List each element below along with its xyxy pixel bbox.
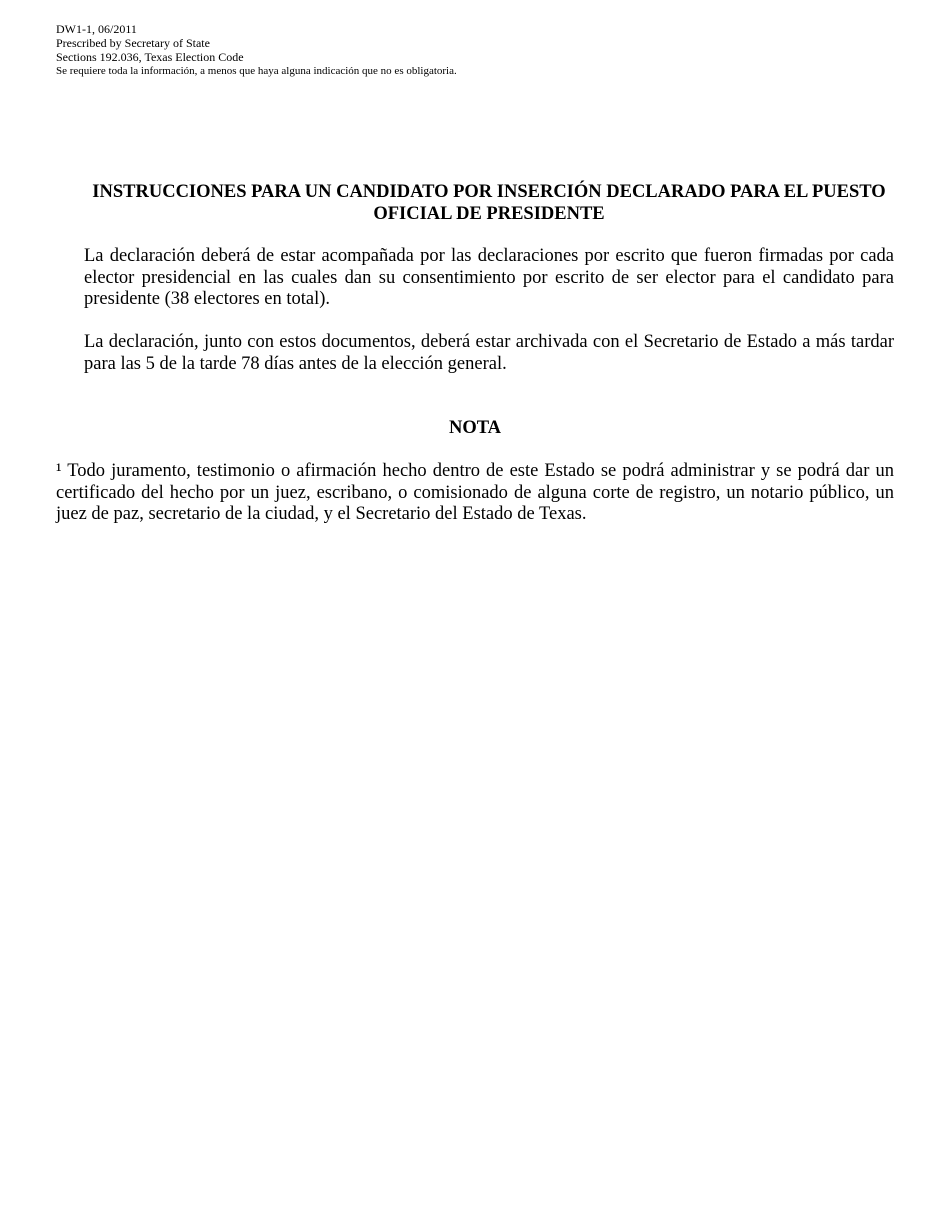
required-notice: Se requiere toda la información, a menos que haya alguna indicación que no es obligatoria. <box>56 65 457 77</box>
prescribed-by: Prescribed by Secretary of State <box>56 36 210 50</box>
instruction-paragraph-2: La declaración, junto con estos documentos, deberá estar archivada con el Secretario de Estado a más tardar para las 5 de la tarde 78 días antes de la elección general. <box>84 332 894 374</box>
form-id: DW1-1, 06/2011 <box>56 22 137 36</box>
form-header <box>56 22 896 78</box>
note-heading: NOTA <box>448 418 502 438</box>
document-title: INSTRUCCIONES PARA UN CANDIDATO POR INSERCIÓN DECLARADO PARA EL PUESTO OFICIAL DE PRESIDENTE <box>92 182 886 224</box>
footnote-text: ¹ Todo juramento, testimonio o afirmación hecho dentro de este Estado se podrá administrar y se podrá dar un certificado del hecho por un juez, escribano, o comisionado de alguna corte de registro, un notario público, un juez de paz, secretario de la ciudad, y el Secretario del Estado de Texas. <box>56 461 894 524</box>
code-sections: Sections 192.036, Texas Election Code <box>56 50 244 64</box>
instruction-paragraph-1: La declaración deberá de estar acompañada por las declaraciones por escrito que fueron firmadas por cada elector presidencial en las cuales dan su consentimiento por escrito de ser elector para el candidato para presidente (38 electores en total). <box>84 246 894 309</box>
